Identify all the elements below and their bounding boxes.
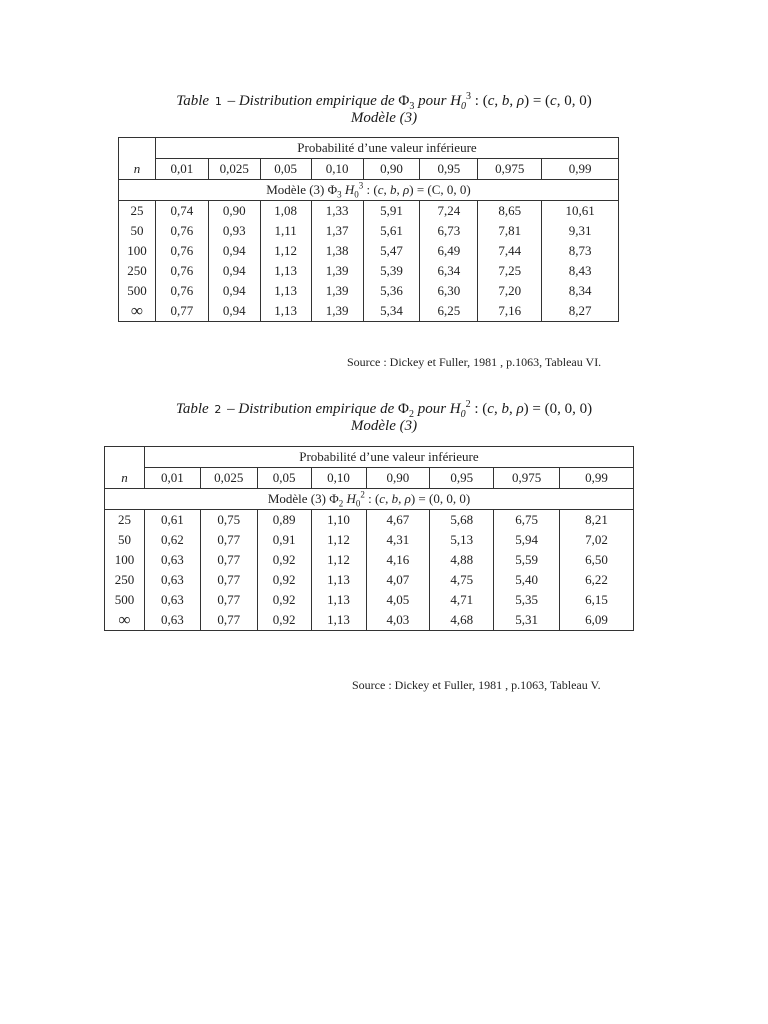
table1-data-row [119, 241, 619, 261]
table1-value-cell: 0,90 [208, 201, 260, 222]
table1-value-cell: 0,94 [208, 301, 260, 322]
table2-value-cell: 4,03 [366, 610, 430, 631]
table2-value-cell: 1,10 [311, 510, 366, 531]
table1-value-cell: 0,76 [155, 261, 208, 281]
table1-value-cell: 8,73 [542, 241, 619, 261]
table1-value-cell: 5,39 [363, 261, 420, 281]
table2-value-cell: 0,62 [144, 530, 200, 550]
table2-caption-number: 2 [214, 403, 222, 416]
table2-value-cell: 0,77 [200, 570, 257, 590]
table1-value-cell: 8,43 [542, 261, 619, 281]
table1-prob-cell: 0,95 [420, 159, 478, 180]
table1-prob-cell: 0,025 [208, 159, 260, 180]
table2-value-cell: 0,77 [200, 590, 257, 610]
table2-data-row [105, 610, 634, 631]
table2-value-cell: 6,22 [560, 570, 634, 590]
table2-caption-label: Table [175, 401, 209, 417]
table2-value-cell: 0,63 [144, 610, 200, 631]
table2-body [105, 510, 634, 631]
table1-value-cell: 0,94 [208, 261, 260, 281]
table1-data-row [119, 201, 619, 222]
table1-n-cell: 25 [119, 201, 156, 222]
table1-value-cell: 7,20 [478, 281, 542, 301]
table2-n-label: n [105, 468, 145, 489]
table2-value-cell: 4,05 [366, 590, 430, 610]
table1-caption-number: 1 [214, 95, 222, 108]
table1-value-cell: 1,08 [260, 201, 311, 222]
table1-n-cell: 500 [119, 281, 156, 301]
table2-prob-cell: 0,975 [494, 468, 560, 489]
table2-model-row: Modèle (3) $\Phi_2$ $H_0^2$ : (c, b, ρ) = (0, 0, 0) [105, 489, 634, 510]
table2-caption-subtitle: Modèle (3) [350, 418, 418, 434]
table1-caption-label: Table [176, 93, 210, 109]
table1-value-cell: 7,81 [478, 221, 542, 241]
table1-value-cell: 0,74 [155, 201, 208, 222]
table1-caption [0, 93, 768, 126]
table2-prob-cell: 0,025 [200, 468, 257, 489]
table2-data-row [105, 530, 634, 550]
table1-value-cell: 5,61 [363, 221, 420, 241]
table1-value-cell: 0,77 [155, 301, 208, 322]
table1-prob-cell: 0,975 [478, 159, 542, 180]
table2-value-cell: 1,12 [311, 550, 366, 570]
table2-value-cell: 4,88 [430, 550, 494, 570]
table1-n-cell: 250 [119, 261, 156, 281]
table2-value-cell: 1,13 [311, 570, 366, 590]
table1-prob-cell: 0,05 [260, 159, 311, 180]
table2-caption [0, 401, 768, 434]
table1-value-cell: 0,94 [208, 281, 260, 301]
table2-prob-cell: 0,01 [144, 468, 200, 489]
table2-n-cell: 250 [105, 570, 145, 590]
table2-value-cell: 5,31 [494, 610, 560, 631]
table1-data-row [119, 281, 619, 301]
table2-value-cell: 1,12 [311, 530, 366, 550]
table2-value-cell: 4,67 [366, 510, 430, 531]
table2-value-cell: 0,75 [200, 510, 257, 531]
table1-data-row [119, 261, 619, 281]
table1-value-cell: 1,39 [311, 281, 363, 301]
table2-value-cell: 8,21 [560, 510, 634, 531]
table2-value-cell: 5,13 [430, 530, 494, 550]
table2-prob-cell: 0,90 [366, 468, 430, 489]
table2-value-cell: 0,77 [200, 530, 257, 550]
table1-value-cell: 0,76 [155, 221, 208, 241]
table2-value-cell: 6,75 [494, 510, 560, 531]
table1-value-cell: 1,38 [311, 241, 363, 261]
table1-value-cell: 5,36 [363, 281, 420, 301]
table2 [104, 446, 634, 631]
table1-value-cell: 6,25 [420, 301, 478, 322]
table2-value-cell: 5,59 [494, 550, 560, 570]
table1-prob-cell: 0,01 [155, 159, 208, 180]
table1-body [119, 201, 619, 322]
table2-value-cell: 5,94 [494, 530, 560, 550]
table2-value-cell: 0,89 [257, 510, 311, 531]
table1 [118, 137, 619, 322]
table2-value-cell: 0,92 [257, 610, 311, 631]
table2-value-cell: 0,77 [200, 550, 257, 570]
table1-header-span: Probabilité d’une valeur inférieure [155, 138, 618, 159]
table2-corner-cell [105, 447, 145, 468]
table1-value-cell: 1,13 [260, 281, 311, 301]
table1-n-cell: 100 [119, 241, 156, 261]
table2-value-cell: 4,31 [366, 530, 430, 550]
table2-value-cell: 7,02 [560, 530, 634, 550]
table1-caption-title: Table 1 – Distribution empirique de $\Phi_3$ pour $H_0^3$ : (c, b, ρ) = (c, 0, 0) [176, 91, 592, 112]
table2-data-row [105, 590, 634, 610]
table1-prob-row [119, 159, 619, 180]
table2-value-cell: 5,35 [494, 590, 560, 610]
table2-prob-cell: 0,05 [257, 468, 311, 489]
table2-source: Source : Dickey et Fuller, 1981 , p.1063, Tableau V. [352, 678, 601, 692]
table2-prob-cell: 0,10 [311, 468, 366, 489]
table2-value-cell: 0,63 [144, 570, 200, 590]
table2-value-cell: 6,09 [560, 610, 634, 631]
table1-value-cell: 7,24 [420, 201, 478, 222]
table2-value-cell: 4,16 [366, 550, 430, 570]
table2-value-cell: 6,15 [560, 590, 634, 610]
table1-value-cell: 1,39 [311, 301, 363, 322]
table2-value-cell: 4,75 [430, 570, 494, 590]
table1-value-cell: 5,47 [363, 241, 420, 261]
table2-value-cell: 5,40 [494, 570, 560, 590]
table1-value-cell: 1,13 [260, 261, 311, 281]
table1-value-cell: 1,11 [260, 221, 311, 241]
table1-value-cell: 1,39 [311, 261, 363, 281]
table1-data-row [119, 301, 619, 322]
table2-n-cell: 25 [105, 510, 145, 531]
table1-value-cell: 5,34 [363, 301, 420, 322]
table1-data-row [119, 221, 619, 241]
table1-value-cell: 8,27 [542, 301, 619, 322]
table2-n-cell: 100 [105, 550, 145, 570]
table1-value-cell: 10,61 [542, 201, 619, 222]
table1-value-cell: 1,33 [311, 201, 363, 222]
table1-caption-subtitle: Modèle (3) [350, 110, 418, 126]
table1-value-cell: 6,30 [420, 281, 478, 301]
table1-value-cell: 7,16 [478, 301, 542, 322]
table2-value-cell: 1,13 [311, 610, 366, 631]
table1-value-cell: 0,76 [155, 281, 208, 301]
table1-value-cell: 7,44 [478, 241, 542, 261]
table1-n-label: n [119, 159, 156, 180]
table1-value-cell: 5,91 [363, 201, 420, 222]
table2-value-cell: 4,68 [430, 610, 494, 631]
table2-value-cell: 5,68 [430, 510, 494, 531]
table2-value-cell: 0,92 [257, 550, 311, 570]
table2-prob-cell: 0,99 [560, 468, 634, 489]
table2-n-cell: 50 [105, 530, 145, 550]
table2-n-cell: ∞ [105, 610, 145, 631]
table2-caption-title: Table 2 – Distribution empirique de $\Phi_2$ pour $H_0^2$ : (c, b, ρ) = (0, 0, 0) [175, 399, 593, 420]
table1-value-cell: 9,31 [542, 221, 619, 241]
table1-value-cell: 1,13 [260, 301, 311, 322]
table1-value-cell: 1,37 [311, 221, 363, 241]
table1-value-cell: 6,34 [420, 261, 478, 281]
table1-model-row: Modèle (3) $\Phi_3$ $H_0^3$ : (c, b, ρ) = (C, 0, 0) [119, 180, 619, 201]
table2-value-cell: 6,50 [560, 550, 634, 570]
table1-prob-cell: 0,90 [363, 159, 420, 180]
table1-value-cell: 0,76 [155, 241, 208, 261]
table2-value-cell: 1,13 [311, 590, 366, 610]
table2-n-cell: 500 [105, 590, 145, 610]
table1-n-cell: 50 [119, 221, 156, 241]
table1-corner-cell [119, 138, 156, 159]
table1-source: Source : Dickey et Fuller, 1981 , p.1063, Tableau VI. [347, 355, 602, 369]
table2-data-row [105, 570, 634, 590]
table2-header-span: Probabilité d’une valeur inférieure [144, 447, 633, 468]
table1-n-cell: ∞ [119, 301, 156, 322]
table1-value-cell: 1,12 [260, 241, 311, 261]
table2-prob-row [105, 468, 634, 489]
table2-value-cell: 0,61 [144, 510, 200, 531]
table2-prob-cell: 0,95 [430, 468, 494, 489]
table1-value-cell: 7,25 [478, 261, 542, 281]
table2-value-cell: 0,91 [257, 530, 311, 550]
table2-data-row [105, 550, 634, 570]
table1-value-cell: 6,49 [420, 241, 478, 261]
table1-prob-cell: 0,99 [542, 159, 619, 180]
table2-value-cell: 0,77 [200, 610, 257, 631]
table1-value-cell: 0,93 [208, 221, 260, 241]
table2-value-cell: 0,92 [257, 590, 311, 610]
table2-data-row [105, 510, 634, 531]
table2-value-cell: 4,71 [430, 590, 494, 610]
table1-value-cell: 6,73 [420, 221, 478, 241]
table2-value-cell: 4,07 [366, 570, 430, 590]
table2-value-cell: 0,63 [144, 550, 200, 570]
table2-value-cell: 0,92 [257, 570, 311, 590]
table2-value-cell: 0,63 [144, 590, 200, 610]
table1-value-cell: 8,65 [478, 201, 542, 222]
table1-value-cell: 0,94 [208, 241, 260, 261]
table1-prob-cell: 0,10 [311, 159, 363, 180]
table1-value-cell: 8,34 [542, 281, 619, 301]
